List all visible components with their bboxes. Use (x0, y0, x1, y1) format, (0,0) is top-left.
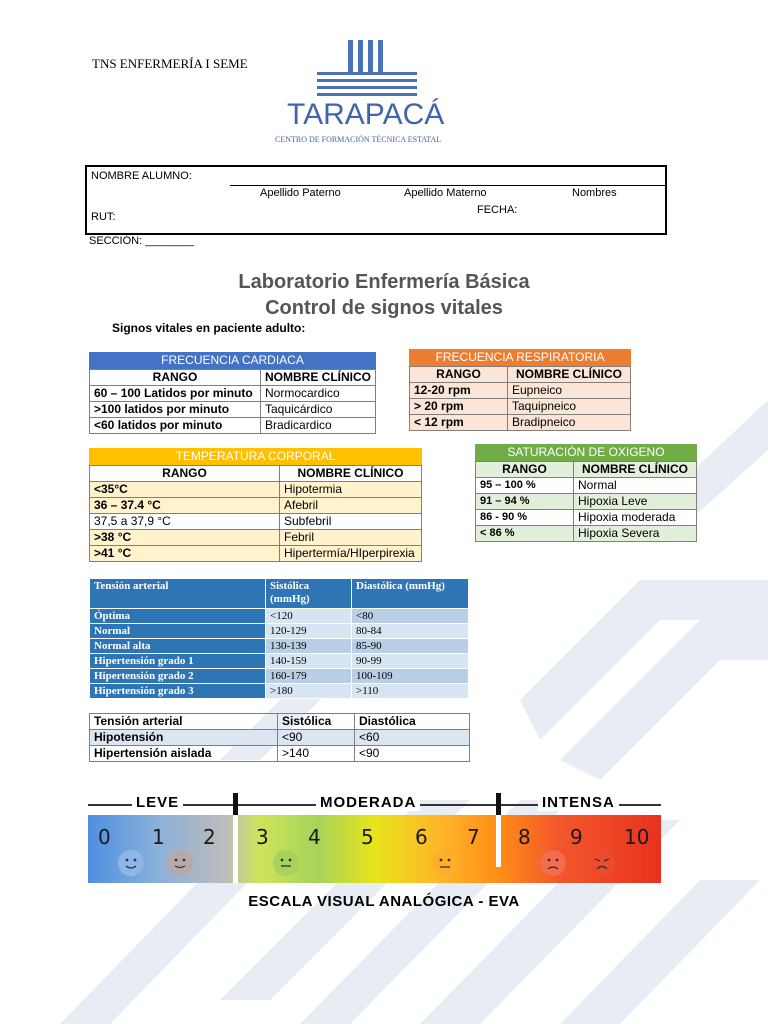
table-row: Hipotensión <90 <60 (90, 730, 470, 746)
fr-title: FRECUENCIA RESPIRATORIA (409, 349, 631, 366)
eva-header (88, 792, 661, 816)
course-label: TNS ENFERMERÍA I SEME (92, 56, 248, 71)
sat-title: SATURACIÓN DE OXIGENO (475, 444, 697, 461)
table-row: >100 latidos por minuto Taquicárdico (90, 402, 376, 418)
crying-face-icon (589, 850, 615, 876)
tension-otros-table: Tensión arterial Sistólica Diastólica Hipotensión <90 <60 Hipertensión aislada >140 <90 (89, 713, 470, 762)
eva-number-6: 6 (415, 825, 428, 849)
slight-smile-face-icon (167, 850, 193, 876)
neutral-face-icon (273, 850, 299, 876)
uneasy-face-icon (432, 850, 458, 876)
name-line (230, 185, 667, 186)
table-row: < 12 rpm Bradipneico (410, 415, 631, 431)
table-row: 60 – 100 Latidos por minuto Normocardico (90, 386, 376, 402)
eva-number-4: 4 (308, 825, 321, 849)
logo-text: TARAPACÁ (287, 98, 445, 131)
table-row: Hipertensión grado 2 160-179 100-109 (90, 669, 469, 684)
section-heading: Signos vitales en paciente adulto: (112, 321, 306, 335)
rut-label: RUT: (91, 211, 116, 223)
eva-number-2: 2 (203, 825, 216, 849)
eva-moderada-label: MODERADA (316, 794, 420, 811)
table-row: 36 – 37.4 °C Afebril (90, 498, 422, 514)
table-row: >41 °C Hipertermía/HIperpirexia (90, 546, 422, 562)
happy-face-icon (118, 850, 144, 876)
table-row: Normal 120-129 80-84 (90, 624, 469, 639)
temp-col-rango: RANGO (90, 466, 280, 482)
table-row: <60 latidos por minuto Bradicardico (90, 418, 376, 434)
temp-col-nombre: NOMBRE CLÍNICO (280, 466, 422, 482)
fr-table (409, 349, 631, 431)
eva-number-0: 0 (98, 825, 111, 849)
eva-caption: ESCALA VISUAL ANALÓGICA - EVA (248, 893, 520, 910)
sad-face-icon (540, 850, 566, 876)
table-row: < 86 % Hipoxia Severa (476, 526, 697, 542)
page-title: Laboratorio Enfermería Básica (238, 271, 530, 293)
table-row: Hipertensión grado 1 140-159 90-99 (90, 654, 469, 669)
temp-title: TEMPERATURA CORPORAL (89, 448, 422, 465)
sat-table (475, 444, 697, 542)
table-row: 12-20 rpm Eupneico (410, 383, 631, 399)
table-row: Hipertensión aislada >140 <90 (90, 746, 470, 762)
student-form (85, 165, 667, 235)
fc-title: FRECUENCIA CARDIACA (89, 352, 376, 369)
table-row: 37,5 a 37,9 °C Subfebril (90, 514, 422, 530)
nombres: Nombres (572, 187, 617, 199)
table-row: 91 – 94 % Hipoxia Leve (476, 494, 697, 510)
eva-number-7: 7 (467, 825, 480, 849)
table-row: Hipertensión grado 3 >180 >110 (90, 684, 469, 699)
nombre-label: NOMBRE ALUMNO: (91, 170, 192, 182)
eva-number-8: 8 (518, 825, 531, 849)
fr-col-nombre: NOMBRE CLÍNICO (508, 367, 631, 383)
table-row: Normal alta 130-139 85-90 (90, 639, 469, 654)
page-subtitle: Control de signos vitales (265, 297, 503, 319)
table-row: 95 – 100 % Normal (476, 478, 697, 494)
table-row: 86 - 90 % Hipoxia moderada (476, 510, 697, 526)
fr-col-rango: RANGO (410, 367, 508, 383)
table-row: Óptima <120 <80 (90, 609, 469, 624)
sat-col-nombre: NOMBRE CLÍNICO (574, 462, 697, 478)
fecha-label: FECHA: (477, 204, 518, 216)
table-row: > 20 rpm Taquipneico (410, 399, 631, 415)
eva-number-9: 9 (570, 825, 583, 849)
apellido-paterno: Apellido Paterno (260, 187, 341, 199)
fc-table (89, 352, 376, 434)
fc-col-nombre: NOMBRE CLÍNICO (261, 370, 376, 386)
logo-subtitle: CENTRO DE FORMACIÓN TÉCNICA ESTATAL (275, 135, 442, 144)
tarapaca-logo (275, 38, 465, 148)
eva-number-5: 5 (361, 825, 374, 849)
eva-number-10: 10 (624, 825, 650, 849)
eva-intensa-label: INTENSA (538, 794, 619, 811)
eva-leve-label: LEVE (132, 794, 183, 811)
eva-number-1: 1 (152, 825, 165, 849)
htn-table: Tensión arterial Sistólica (mmHg) Diastólica (mmHg) Óptima <120 <80 Normal 120-129 80-84 Normal alta 130-139 85-90 Hipertensión grado 1 140-159 90-99 Hipertensión grado 2 160-179 100-109 Hipertensión grado 3 >180 >110 (89, 578, 469, 699)
sat-col-rango: RANGO (476, 462, 574, 478)
eva-number-3: 3 (256, 825, 269, 849)
fc-col-rango: RANGO (90, 370, 261, 386)
table-row: <35°C Hipotermia (90, 482, 422, 498)
temp-table (89, 448, 422, 562)
seccion-label: SECCIÓN: ________ (89, 235, 195, 247)
apellido-materno: Apellido Materno (404, 187, 487, 199)
table-row: >38 °C Febril (90, 530, 422, 546)
